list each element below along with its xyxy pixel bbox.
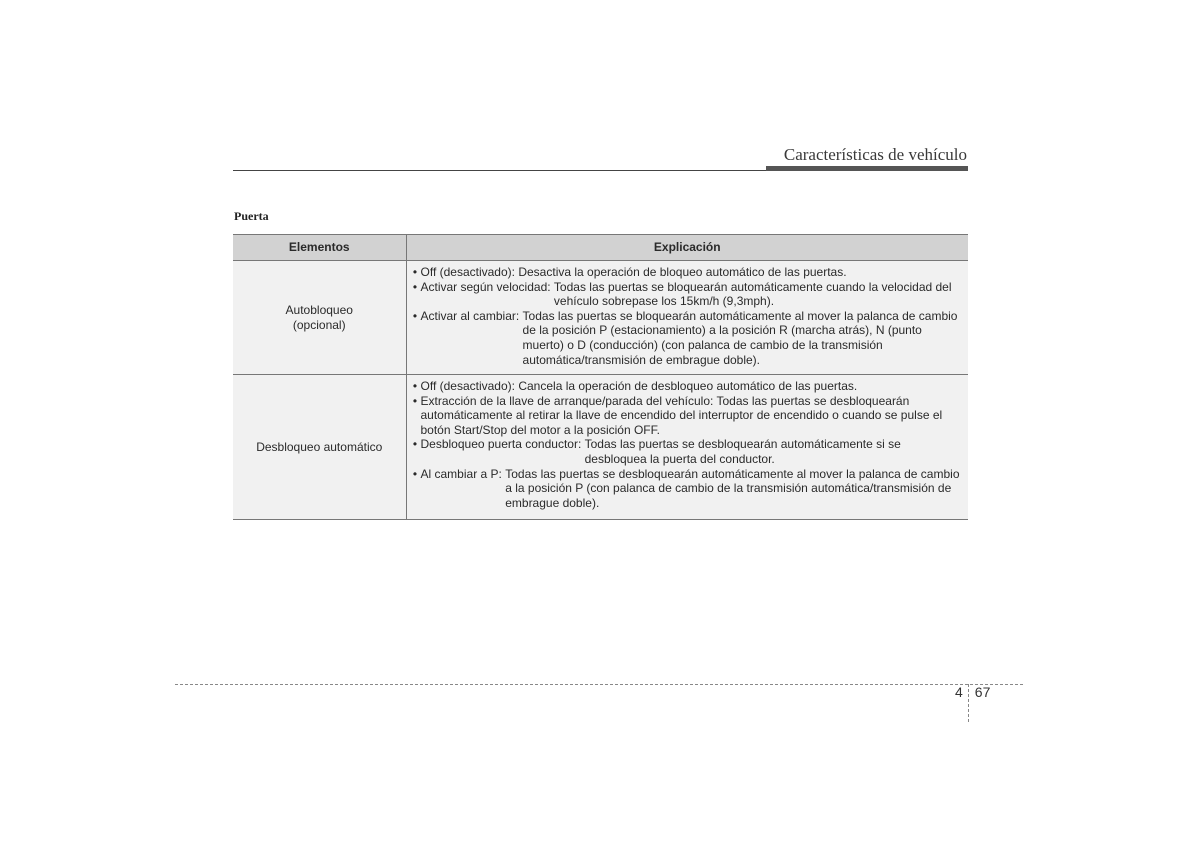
bullet-icon: • [412,265,418,279]
table-row [233,261,968,375]
list-item [410,280,961,309]
element-cell [233,375,406,520]
element-name: Desbloqueo automático [256,439,383,454]
bullet-text: Todas las puertas se bloquearán automáticamente cuando la velocidad del vehículo sobrepase los 15km/h (9,3mph). [553,279,952,309]
bullet-label: Off (desactivado): [420,379,515,393]
element-name: Autobloqueo [285,302,353,317]
element-cell [233,261,406,375]
bullet-text: Todas las puertas se desbloquearán automáticamente si se desbloquea la puerta del conductor. [584,437,901,466]
bullet-icon: • [412,393,418,408]
bullet-label: Al cambiar a P: [420,466,502,481]
bullet-label: Activar según velocidad: [420,279,551,294]
list-item [410,437,961,466]
list-item [410,309,961,367]
header-explicacion: Explicación [406,235,968,261]
bullet-text: Todas las puertas se desbloquearán automáticamente al mover la palanca de cambio a la posición P (con palanca de cambio de la transmisión automática/transmisión de embrague doble). [505,466,960,510]
explanation-cell [406,261,968,375]
bullet-label: Activar al cambiar: [420,308,520,323]
bullet-icon: • [412,437,418,452]
page-number [955,684,990,722]
element-note: (opcional) [292,317,346,332]
list-item [410,379,961,394]
door-lock-table [233,234,968,520]
bullet-text [421,394,961,438]
list-item [410,467,961,511]
header-rule [233,170,766,171]
table-header-row [233,235,968,261]
header-elementos: Elementos [233,235,406,261]
bullet-text: Cancela la operación de desbloqueo automático de las puertas. [518,379,858,393]
list-item [410,265,961,280]
bullet-body: Todas las puertas se desbloquearán automáticamente al retirar la llave de encendido del interruptor de encendido o cuando se pulse el botón Start/Stop del motor a la posición OFF. [420,393,943,437]
chapter-number: 4 [955,684,963,700]
bullet-label: Desbloqueo puerta conductor: [420,437,582,452]
bullet-icon: • [412,308,418,323]
bullet-text: Desactiva la operación de bloqueo automático de las puertas. [518,265,847,279]
footer-dashed-rule [175,684,1023,685]
bullet-icon: • [412,379,418,393]
page-number-value: 67 [974,684,991,700]
section-label: Puerta [234,209,269,223]
bullet-icon: • [412,279,418,294]
table-row [233,375,968,520]
bullet-text: Todas las puertas se bloquearán automáticamente al mover la palanca de cambio de la posición P (estacionamiento) a la posición R (marcha atrás), N (punto muerto) o D (conducción) (con palanca de cambio de la transmisión automática/transmisión de embrague doble). [522,308,958,367]
header-accent-bar [766,166,968,171]
list-item [410,394,961,438]
explanation-cell [406,375,968,520]
page-number-divider [968,684,969,722]
bullet-label: Extracción de la llave de arranque/parada del vehículo: [420,393,714,408]
chapter-title: Características de vehículo [783,145,967,164]
bullet-icon: • [412,466,418,481]
bullet-label: Off (desactivado): [420,265,515,279]
